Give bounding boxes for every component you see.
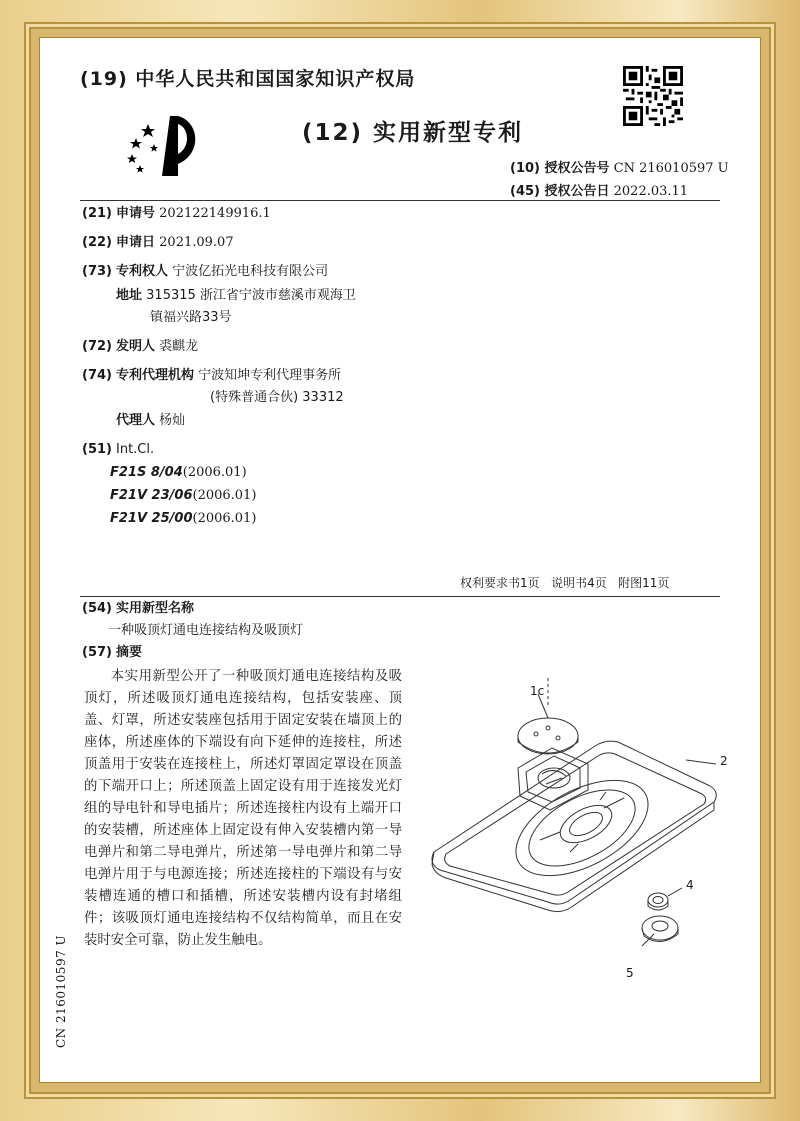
title-heading: [82, 600, 194, 618]
intcl-row: [82, 441, 154, 459]
ipc-class: F21V 25/00(2006.01): [110, 511, 257, 526]
drawing-label-1c: 1c: [530, 684, 545, 698]
address-line: 镇福兴路33号: [150, 310, 232, 325]
side-publication-code: CN 216010597 U: [54, 934, 68, 1048]
qr-code-icon: [623, 66, 683, 126]
grant-publication-number-row: [510, 157, 729, 176]
agent: 杨灿: [159, 413, 186, 428]
field-code: (72): [82, 339, 112, 354]
abstract-text: 本实用新型公开了一种吸顶灯通电连接结构及吸顶灯，所述吸顶灯通电连接结构，包括安装座、顶盖、灯罩，所述安装座包括用于固定安装在墙顶上的座体，所述座体的下端设有向下延伸的连接柱，所述顶盖用于安装在连接柱上，所述灯罩固定罩设在顶盖的下端开口上；所述顶盖上固定设有用于连接发光灯组的导电针和导电插片；所述连接柱内设有上端开口的安装槽，所述座体上固定设有伸入安装槽内第一导电弹片和第二导电弹片，所述第一导电弹片和第二导电弹片用于与电源连接；所述连接柱的下端设有与安装槽连通的槽口和插槽，所述安装槽内设有封堵组件；该吸顶灯通电连接结构不仅结构简单，而且在安装时安全可靠，防止发生触电。: [84, 669, 402, 948]
agency-line: (特殊普通合伙) 33312: [210, 390, 344, 405]
address-line: 315315 浙江省宁波市慈溪市观海卫: [146, 288, 356, 303]
grant-pub-date-value: 2022.03.11: [613, 184, 689, 199]
drawing-label-4: 4: [686, 878, 694, 892]
header-divider: [80, 200, 720, 201]
application-date-row: [82, 234, 234, 252]
agency: 宁波知坤专利代理事务所: [198, 368, 342, 383]
agent-row: [116, 412, 185, 430]
drawing-label-2: 2: [720, 754, 728, 768]
field-label: 代理人: [116, 413, 156, 428]
patent-drawing: [420, 638, 720, 968]
utility-model-title: 一种吸顶灯通电连接结构及吸顶灯: [108, 623, 304, 638]
field-code: (74): [82, 368, 112, 383]
application-number-row: [82, 205, 271, 223]
document-type: (12) 实用新型专利: [302, 120, 524, 146]
application-date: 2021.09.07: [159, 235, 234, 250]
field-label: 申请日: [116, 235, 156, 250]
field-label: 发明人: [116, 339, 156, 354]
agency-row: [82, 367, 341, 385]
field-code: (57): [82, 645, 112, 660]
field-code: (54): [82, 601, 112, 616]
grant-pub-date-label: (45) 授权公告日: [510, 184, 610, 199]
field-label: 地址: [116, 288, 143, 303]
inventor-row: [82, 338, 198, 356]
page-counts: 权利要求书1页 说明书4页 附图11页: [460, 576, 670, 590]
application-number: 202122149916.1: [159, 206, 271, 221]
address-row: [116, 287, 356, 305]
patentee: 宁波亿拓光电科技有限公司: [172, 264, 329, 279]
field-code: (21): [82, 206, 112, 221]
field-label: Int.Cl.: [116, 442, 155, 457]
abstract-heading: [82, 644, 142, 662]
field-code: (73): [82, 264, 112, 279]
field-label: 专利代理机构: [116, 368, 195, 383]
patentee-row: [82, 263, 328, 281]
inventor: 裘麒龙: [159, 339, 199, 354]
office-name: (19) 中华人民共和国国家知识产权局: [80, 68, 416, 90]
patent-document: [40, 38, 760, 1082]
field-label: 摘要: [116, 645, 143, 660]
grant-pub-no-value: CN 216010597 U: [613, 161, 729, 176]
grant-publication-date-row: [510, 180, 688, 199]
field-label: 专利权人: [116, 264, 169, 279]
grant-pub-no-label: (10) 授权公告号: [510, 161, 610, 176]
field-code: (51): [82, 442, 112, 457]
field-code: (22): [82, 235, 112, 250]
drawing-label-5: 5: [626, 966, 634, 980]
cnipa-logo-icon: [118, 110, 200, 182]
field-label: 申请号: [116, 206, 156, 221]
section-divider: [80, 596, 720, 597]
ipc-class: F21S 8/04(2006.01): [110, 465, 247, 480]
ipc-class: F21V 23/06(2006.01): [110, 488, 257, 503]
field-label: 实用新型名称: [116, 601, 195, 616]
